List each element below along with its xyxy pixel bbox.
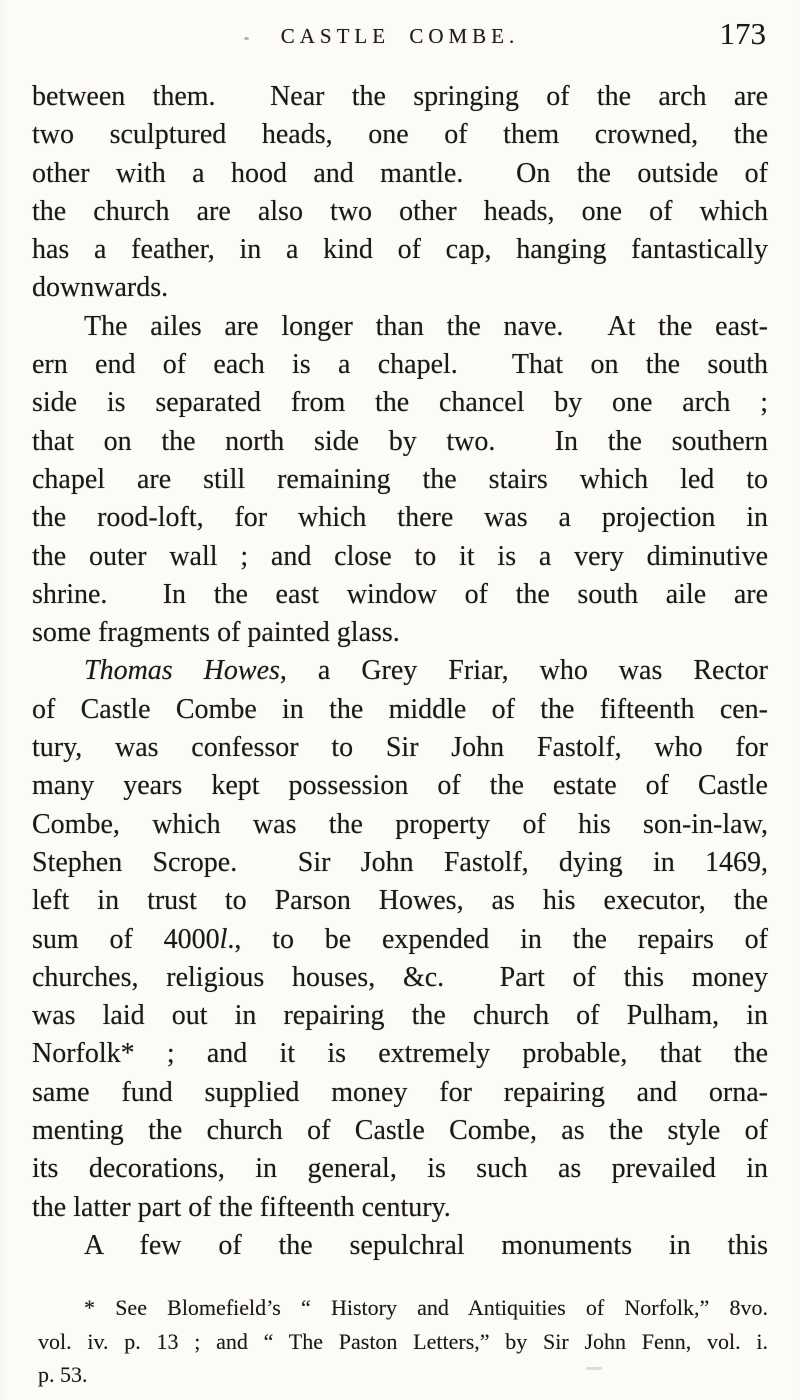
text-line: was laid out in repairing the church of Pulham, in xyxy=(32,1000,768,1032)
text-line: some fragments of painted glass. xyxy=(32,617,400,649)
text-line: has a feather, in a kind of cap, hanging fantastically xyxy=(32,234,768,266)
text-line: left in trust to Parson Howes, as his executor, the xyxy=(32,885,768,917)
text-line: Norfolk* ; and it is extremely probable, that the xyxy=(32,1038,768,1070)
text-line: * See Blomefield’s “ History and Antiquities of Norfolk,” 8vo. xyxy=(84,1295,768,1320)
italic-text: Thomas Howes xyxy=(84,655,280,687)
text-line: the church are also two other heads, one of which xyxy=(32,195,768,227)
text-line: many years kept possession of the estate of Castle xyxy=(32,770,768,802)
text-line: chapel are still remaining the stairs which led to xyxy=(32,463,768,495)
text-line xyxy=(32,921,768,959)
plain-text: ., to be expended in the repairs of xyxy=(227,923,768,955)
text-line: tury, was confessor to Sir John Fastolf, who for xyxy=(32,732,768,764)
text-line: Combe, which was the property of his son-in-law, xyxy=(32,808,768,840)
text-line: the rood-loft, for which there was a projection in xyxy=(32,502,768,534)
text-line: its decorations, in general, is such as prevailed in xyxy=(32,1153,768,1185)
scan-speckle xyxy=(244,37,249,40)
text-line: the latter part of the fifteenth century. xyxy=(32,1191,451,1223)
body-text xyxy=(32,78,768,1265)
text-line: menting the church of Castle Combe, as the style of xyxy=(32,1115,768,1147)
text-line: vol. iv. p. 13 ; and “ The Paston Letters,” by Sir John Fenn, vol. i. xyxy=(38,1328,768,1354)
text-line xyxy=(32,652,768,690)
footnote xyxy=(38,1291,768,1392)
italic-text: l xyxy=(219,923,228,955)
text-line: p. 53. xyxy=(38,1362,88,1387)
text-line: other with a hood and mantle. On the outside of xyxy=(32,157,768,189)
text-line: side is separated from the chancel by one arch ; xyxy=(32,387,768,419)
text-line: downwards. xyxy=(32,272,169,304)
text-line: between them. Near the springing of the arch are xyxy=(32,81,768,112)
plain-text: , a Grey Friar, who was Rector xyxy=(279,655,768,687)
text-line: The ailes are longer than the nave. At the east- xyxy=(84,310,768,342)
text-line: Stephen Scrope. Sir John Fastolf, dying in 1469, xyxy=(32,846,768,878)
text-line: shrine. In the east window of the south aile are xyxy=(32,578,768,610)
running-header xyxy=(32,18,768,58)
page-title: CASTLE COMBE. xyxy=(280,24,520,48)
text-line: of Castle Combe in the middle of the fifteenth cen- xyxy=(32,693,768,725)
text-line: that on the north side by two. In the southern xyxy=(32,425,768,457)
text-line: ern end of each is a chapel. That on the south xyxy=(32,349,768,381)
text-line: churches, religious houses, &c. Part of this money xyxy=(32,961,768,993)
scan-speckle xyxy=(586,1367,602,1370)
text-line: same fund supplied money for repairing and orna- xyxy=(32,1076,768,1108)
text-line: two sculptured heads, one of them crowned, the xyxy=(32,119,768,151)
plain-text: sum of 4000 xyxy=(32,923,220,955)
text-line: the outer wall ; and close to it is a very diminutive xyxy=(32,540,768,572)
text-line: A few of the sepulchral monuments in this xyxy=(84,1229,768,1261)
page-number: 173 xyxy=(719,16,766,51)
